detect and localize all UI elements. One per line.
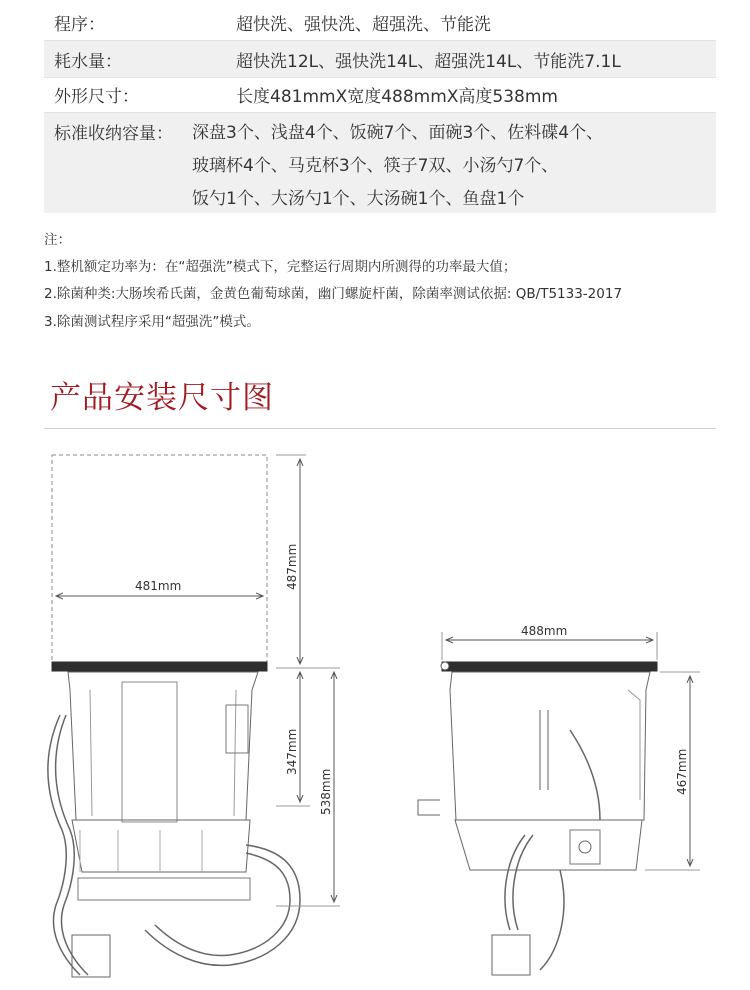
countertop: [52, 662, 267, 671]
note-item: 2.除菌种类:大肠埃希氏菌，金黄色葡萄球菌，幽门螺旋杆菌，除菌率测试依据: QB/T5133-2017: [44, 286, 623, 302]
spec-value: 超快洗、强快洗、超强洗、节能洗: [236, 15, 491, 35]
capacity-line: 饭勺1个、大汤勺1个、大汤碗1个、鱼盘1个: [192, 189, 525, 209]
cabinet-outline: [52, 455, 267, 668]
spec-label: 外形尺寸：: [54, 87, 139, 107]
note-item: 1.整机额定功率为：在“超强洗”模式下，完整运行周期内所测得的功率最大值；: [44, 259, 517, 275]
side-countertop: [442, 662, 657, 671]
spec-label: 标准收纳容量：: [54, 124, 173, 144]
front-width-label: 481mm: [135, 579, 182, 593]
capacity-line: 深盘3个、浅盘4个、饭碗7个、面碗3个、佐料碟4个、: [192, 123, 604, 143]
front-view: [48, 455, 300, 977]
cabinet-height-label: 487mm: [285, 543, 299, 590]
upper-height-label: 347mm: [285, 728, 299, 775]
section-title: 产品安装尺寸图: [50, 380, 274, 416]
total-height-label: 538mm: [319, 768, 333, 815]
capacity-line: 玻璃杯4个、马克杯3个、筷子7双、小汤勺7个、: [192, 156, 559, 176]
side-view: [418, 662, 657, 975]
spec-label: 程序：: [54, 15, 105, 35]
spec-value: 长度481mmX宽度488mmX高度538mm: [236, 87, 558, 107]
note-item: 3.除菌测试程序采用“超强洗”模式。: [44, 314, 260, 330]
spec-value: 超快洗12L、强快洗14L、超强洗14L、节能洗7.1L: [236, 52, 621, 72]
front-dimensions: [56, 455, 340, 906]
spec-label: 耗水量：: [54, 52, 122, 72]
side-depth-label: 488mm: [521, 624, 568, 638]
side-height-label: 467mm: [675, 748, 689, 795]
notes-heading: 注：: [44, 232, 71, 248]
